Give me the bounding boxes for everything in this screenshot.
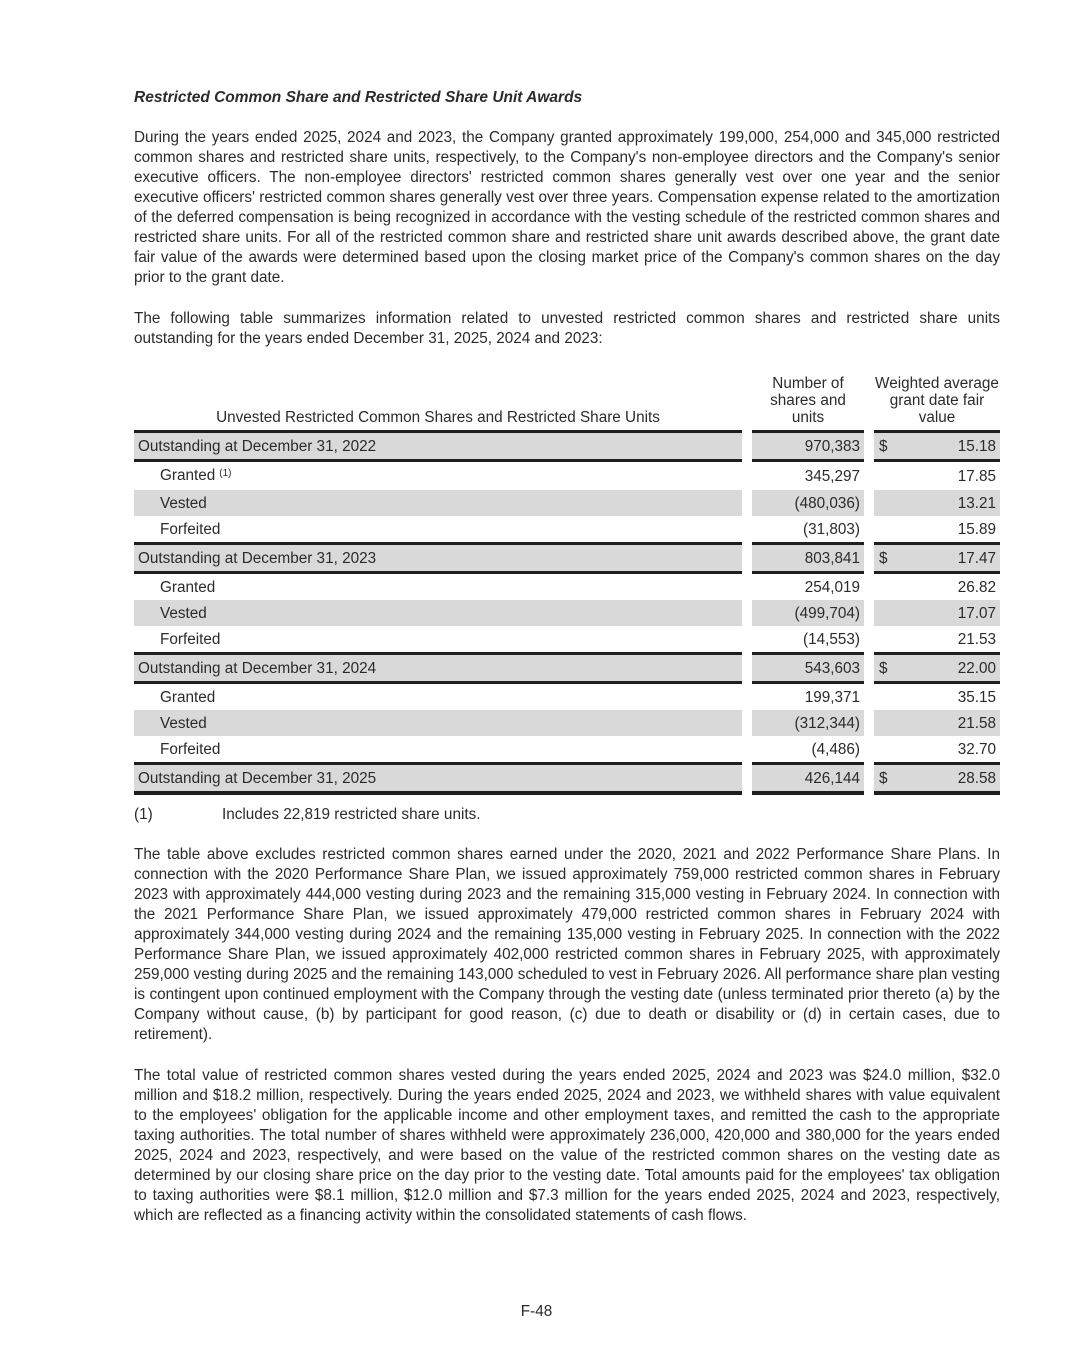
- footnote-marker: (1): [134, 806, 153, 823]
- row-shares-value: 345,297: [804, 468, 860, 485]
- row-fairvalue-cell: [874, 684, 1000, 710]
- row-shares-value: 970,383: [752, 433, 864, 462]
- table-row: [134, 574, 1000, 600]
- row-fairvalue: 26.82: [957, 579, 996, 596]
- paragraph-performance-plans: The table above excludes restricted common shares earned under the 2020, 2021 and 2022 Performance Share Plans. In connection with the 2020 Performance Share Plan, we issued approximately 759,000 restricted common shares in February 2023 with approximately 444,000 vesting during 2023 and the remaining 315,000 vesting in February 2024. In connection with the 2021 Performance Share Plan, we issued approximately 479,000 restricted common shares in February 2024 with approximately 344,000 vesting during 2024 and the remaining 135,000 vesting in February 2025. In connection with the 2022 Performance Share Plan, we issued approximately 402,000 restricted common shares in February 2025, with approximately 259,000 vesting during 2025 and the remaining 143,000 scheduled to vest in February 2026. All performance share plan vesting is contingent upon continued employment with the Company through the vesting date (unless terminated prior thereto (a) by the Company without cause, (b) by participant for good reason, (c) due to death or disability or (d) in certain cases, due to retirement).: [134, 846, 1000, 1043]
- row-label: Vested: [160, 715, 207, 732]
- row-label: Granted: [160, 689, 216, 706]
- row-label: Granted: [160, 579, 216, 596]
- row-label: Outstanding at December 31, 2022: [138, 438, 377, 455]
- row-shares-value: (4,486): [811, 741, 860, 758]
- row-shares-value: 803,841: [752, 542, 864, 574]
- header-shares-column: Number of shares and units: [752, 375, 864, 433]
- table-row: [134, 600, 1000, 626]
- row-label: Forfeited: [160, 741, 221, 758]
- table-row: [134, 684, 1000, 710]
- row-fairvalue: 17.47: [957, 550, 996, 567]
- paragraph-table-intro: The following table summarizes information related to unvested restricted common shares and restricted share units outstanding for the years ended December 31, 2025, 2024 and 2023:: [134, 310, 1000, 347]
- row-label-cell: [134, 600, 742, 626]
- table-row: [134, 462, 1000, 490]
- row-fairvalue-cell: [874, 736, 1000, 762]
- page-number: F-48: [520, 1303, 553, 1320]
- row-fairvalue: 32.70: [957, 741, 996, 758]
- row-label-cell: [134, 542, 742, 574]
- row-label: Outstanding at December 31, 2023: [138, 550, 377, 567]
- row-shares-value: 199,371: [804, 689, 860, 706]
- row-fairvalue-cell: [874, 462, 1000, 490]
- paragraph-grants-overview: During the years ended 2025, 2024 and 2023, the Company granted approximately 199,000, 254,000 and 345,000 restricted common shares and restricted share units, respectively, to the Company's non-employee directors and the Company's senior executive officers. The non-employee directors' restricted common shares generally vest over one year and the senior executive officers' restricted common shares generally vest over three years. Compensation expense related to the amortization of the deferred compensation is being recognized in accordance with the vesting schedule of the restricted common shares and restricted share units. For all of the restricted common share and restricted share unit awards described above, the grant date fair value of the awards were determined based upon the closing market price of the Company's common shares on the day prior to the grant date.: [134, 129, 1000, 286]
- row-fairvalue-cell: [874, 542, 1000, 574]
- row-shares-value: (31,803): [803, 521, 860, 538]
- row-fairvalue-cell: [874, 433, 1000, 462]
- row-label-cell: [134, 710, 742, 736]
- table-row: [134, 626, 1000, 652]
- row-fairvalue: 35.15: [957, 689, 996, 706]
- row-shares-value: (14,553): [803, 631, 860, 648]
- row-label-cell: [134, 762, 742, 795]
- row-shares-value: 254,019: [804, 579, 860, 596]
- footnote-text: Includes 22,819 restricted share units.: [222, 806, 481, 823]
- table-row: [134, 516, 1000, 542]
- row-label-cell: [134, 516, 742, 542]
- row-fairvalue: 22.00: [957, 660, 996, 677]
- row-label: Forfeited: [160, 631, 221, 648]
- row-label-cell: [134, 433, 742, 462]
- row-fairvalue: 21.58: [957, 715, 996, 732]
- dollar-sign: $: [879, 550, 888, 567]
- row-fairvalue-cell: [874, 516, 1000, 542]
- row-fairvalue-cell: [874, 762, 1000, 795]
- row-fairvalue: 15.18: [957, 438, 996, 455]
- row-shares-value: 543,603: [752, 652, 864, 684]
- row-fairvalue: 21.53: [957, 631, 996, 648]
- row-label: Vested: [160, 605, 207, 622]
- header-fairvalue-column: Weighted average grant date fair value: [874, 375, 1000, 433]
- row-label-cell: [134, 574, 742, 600]
- row-label: Vested: [160, 495, 207, 512]
- row-fairvalue-cell: [874, 626, 1000, 652]
- header-label-column: Unvested Restricted Common Shares and Restricted Share Units: [134, 375, 742, 433]
- unvested-shares-table: [124, 375, 1010, 795]
- row-label: Forfeited: [160, 521, 221, 538]
- row-fairvalue-cell: [874, 490, 1000, 516]
- row-fairvalue: 17.85: [957, 468, 996, 485]
- row-shares-value: (312,344): [752, 710, 864, 736]
- row-fairvalue: 15.89: [957, 521, 996, 538]
- row-fairvalue-cell: [874, 710, 1000, 736]
- row-label-cell: [134, 652, 742, 684]
- table-row: [134, 542, 1000, 574]
- row-fairvalue-cell: [874, 574, 1000, 600]
- row-fairvalue: 17.07: [957, 605, 996, 622]
- table-row: [134, 762, 1000, 795]
- table-row: [134, 710, 1000, 736]
- table-row: [134, 490, 1000, 516]
- row-label: Outstanding at December 31, 2025: [138, 770, 377, 787]
- row-label-cell: [134, 490, 742, 516]
- row-label-cell: [134, 684, 742, 710]
- row-shares-value: (480,036): [752, 490, 864, 516]
- table-row: [134, 652, 1000, 684]
- row-shares-value: (499,704): [752, 600, 864, 626]
- dollar-sign: $: [879, 770, 888, 787]
- row-shares-value: 426,144: [752, 762, 864, 795]
- row-label-cell: [134, 462, 742, 490]
- table-body: [134, 433, 1000, 795]
- row-label: Outstanding at December 31, 2024: [138, 660, 377, 677]
- row-fairvalue: 28.58: [957, 770, 996, 787]
- row-label-cell: [134, 736, 742, 762]
- page-content: [134, 0, 1000, 1226]
- paragraph-vested-value: The total value of restricted common shares vested during the years ended 2025, 2024 and 2023 was $24.0 million, $32.0 million and $18.2 million, respectively. During the years ended 2025, 2024 and 2023, we withheld shares with value equivalent to the employees' obligation for the applicable income and other employment taxes, and remitted the cash to the appropriate taxing authorities. The total number of shares withheld were approximately 236,000, 420,000 and 380,000 for the years ended 2025, 2024 and 2023, respectively, and were based on the value of the restricted common shares on the vesting date as determined by our closing share price on the day prior to the vesting date. Total amounts paid for the employees' tax obligation to taxing authorities were $8.1 million, $12.0 million and $7.3 million for the years ended 2025, 2024 and 2023, respectively, which are reflected as a financing activity within the consolidated statements of cash flows.: [134, 1067, 1000, 1224]
- table-row: [134, 433, 1000, 462]
- row-fairvalue-cell: [874, 600, 1000, 626]
- dollar-sign: $: [879, 438, 888, 455]
- row-label: Granted: [160, 467, 216, 484]
- row-fairvalue-cell: [874, 652, 1000, 684]
- section-heading: Restricted Common Share and Restricted Share Unit Awards: [134, 89, 583, 106]
- footnote-reference: (1): [219, 468, 232, 479]
- table-footnote: [134, 805, 1000, 824]
- row-fairvalue: 13.21: [957, 495, 996, 512]
- dollar-sign: $: [879, 660, 888, 677]
- table-row: [134, 736, 1000, 762]
- row-label-cell: [134, 626, 742, 652]
- table-header: [134, 375, 1000, 433]
